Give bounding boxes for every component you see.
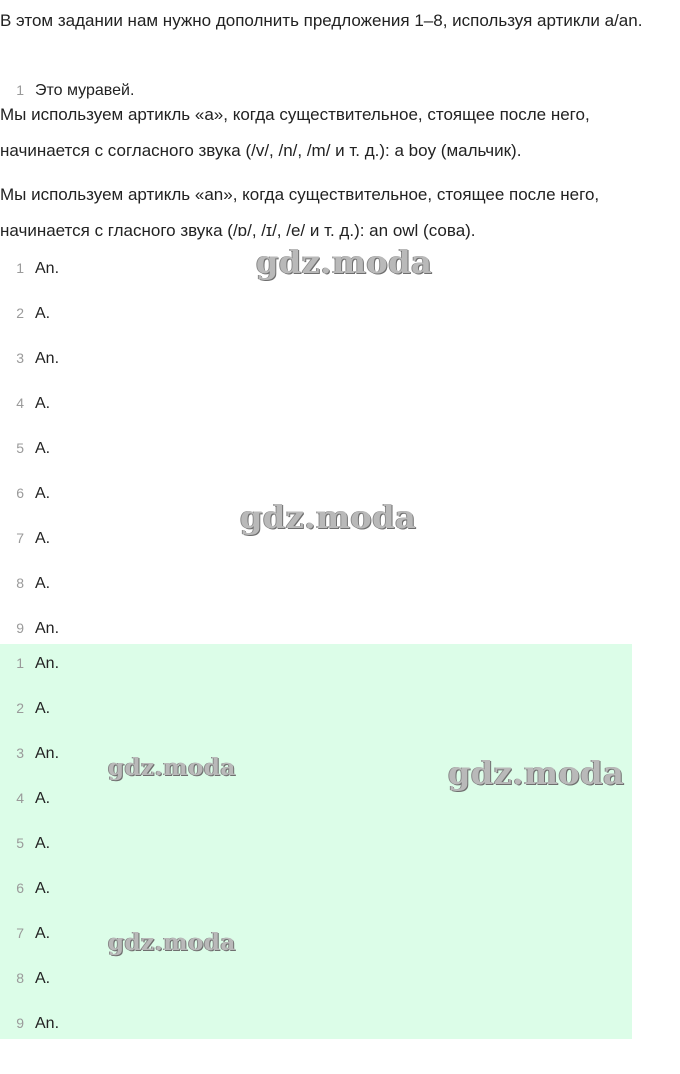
answer-row [0, 481, 50, 505]
answer-number: 7 [16, 925, 24, 941]
answer-number: 1 [16, 260, 24, 276]
answer-row [0, 831, 50, 855]
answer-text: A. [35, 575, 51, 592]
answer-row [0, 256, 59, 280]
answer-row [0, 651, 59, 675]
answer-number: 4 [16, 395, 24, 411]
rule-a-text: Мы используем артикль «a», когда существительное, стоящее после него, начинается с согласного звука (/v/, /n/, /m/ и т. д.): a boy (мальчик). [0, 105, 590, 160]
answer-row [0, 1011, 59, 1035]
answer-row [0, 301, 50, 325]
answer-number: 7 [16, 530, 24, 546]
answer-text: An. [35, 655, 60, 672]
answer-text: A. [35, 925, 51, 942]
answer-row [0, 391, 50, 415]
answer-text: A. [35, 485, 51, 502]
answer-row [0, 786, 50, 810]
answer-number: 5 [16, 440, 24, 456]
answer-row [0, 571, 50, 595]
answer-number: 9 [16, 1015, 24, 1031]
answer-row [0, 966, 50, 990]
answer-number: 3 [16, 745, 24, 761]
answer-number: 2 [16, 700, 24, 716]
answer-number: 5 [16, 835, 24, 851]
item-number: 1 [16, 82, 24, 98]
answer-text: An. [35, 620, 60, 637]
answer-row [0, 616, 59, 640]
answer-text: An. [35, 745, 60, 762]
answer-row [0, 876, 50, 900]
highlighted-answer-block [0, 644, 632, 1039]
answer-row [0, 921, 50, 945]
item-text: Это муравей. [35, 82, 135, 99]
answer-text: A. [35, 835, 51, 852]
answer-row [0, 526, 50, 550]
answer-text: An. [35, 1015, 60, 1032]
answer-row [0, 436, 50, 460]
watermark: gdz.moda [448, 754, 625, 792]
answer-number: 8 [16, 575, 24, 591]
answer-text: An. [35, 260, 60, 277]
answer-text: A. [35, 440, 51, 457]
answer-number: 4 [16, 790, 24, 806]
answer-number: 6 [16, 485, 24, 501]
watermark: gdz.moda [256, 243, 433, 281]
answer-number: 3 [16, 350, 24, 366]
answer-number: 8 [16, 970, 24, 986]
answer-number: 9 [16, 620, 24, 636]
answer-text: A. [35, 305, 51, 322]
answer-text: A. [35, 700, 51, 717]
answer-text: A. [35, 880, 51, 897]
watermark: gdz.moda [108, 929, 236, 956]
answer-number: 6 [16, 880, 24, 896]
answer-text: A. [35, 395, 51, 412]
answer-number: 2 [16, 305, 24, 321]
rule-an-text: Мы используем артикль «an», когда существительное, стоящее после него, начинается с гласного звука (/ɒ/, /ɪ/, /e/ и т. д.): an owl (сова). [0, 185, 600, 240]
answer-text: A. [35, 790, 51, 807]
answer-text: A. [35, 970, 51, 987]
answer-text: A. [35, 530, 51, 547]
answer-row [0, 696, 50, 720]
watermark: gdz.moda [108, 754, 236, 781]
answer-row [0, 346, 59, 370]
answer-text: An. [35, 350, 60, 367]
answer-row [0, 741, 59, 765]
answer-number: 1 [16, 655, 24, 671]
intro-text: В этом задании нам нужно дополнить предложения 1–8, используя артикли a/an. [0, 11, 643, 30]
watermark: gdz.moda [240, 498, 417, 536]
